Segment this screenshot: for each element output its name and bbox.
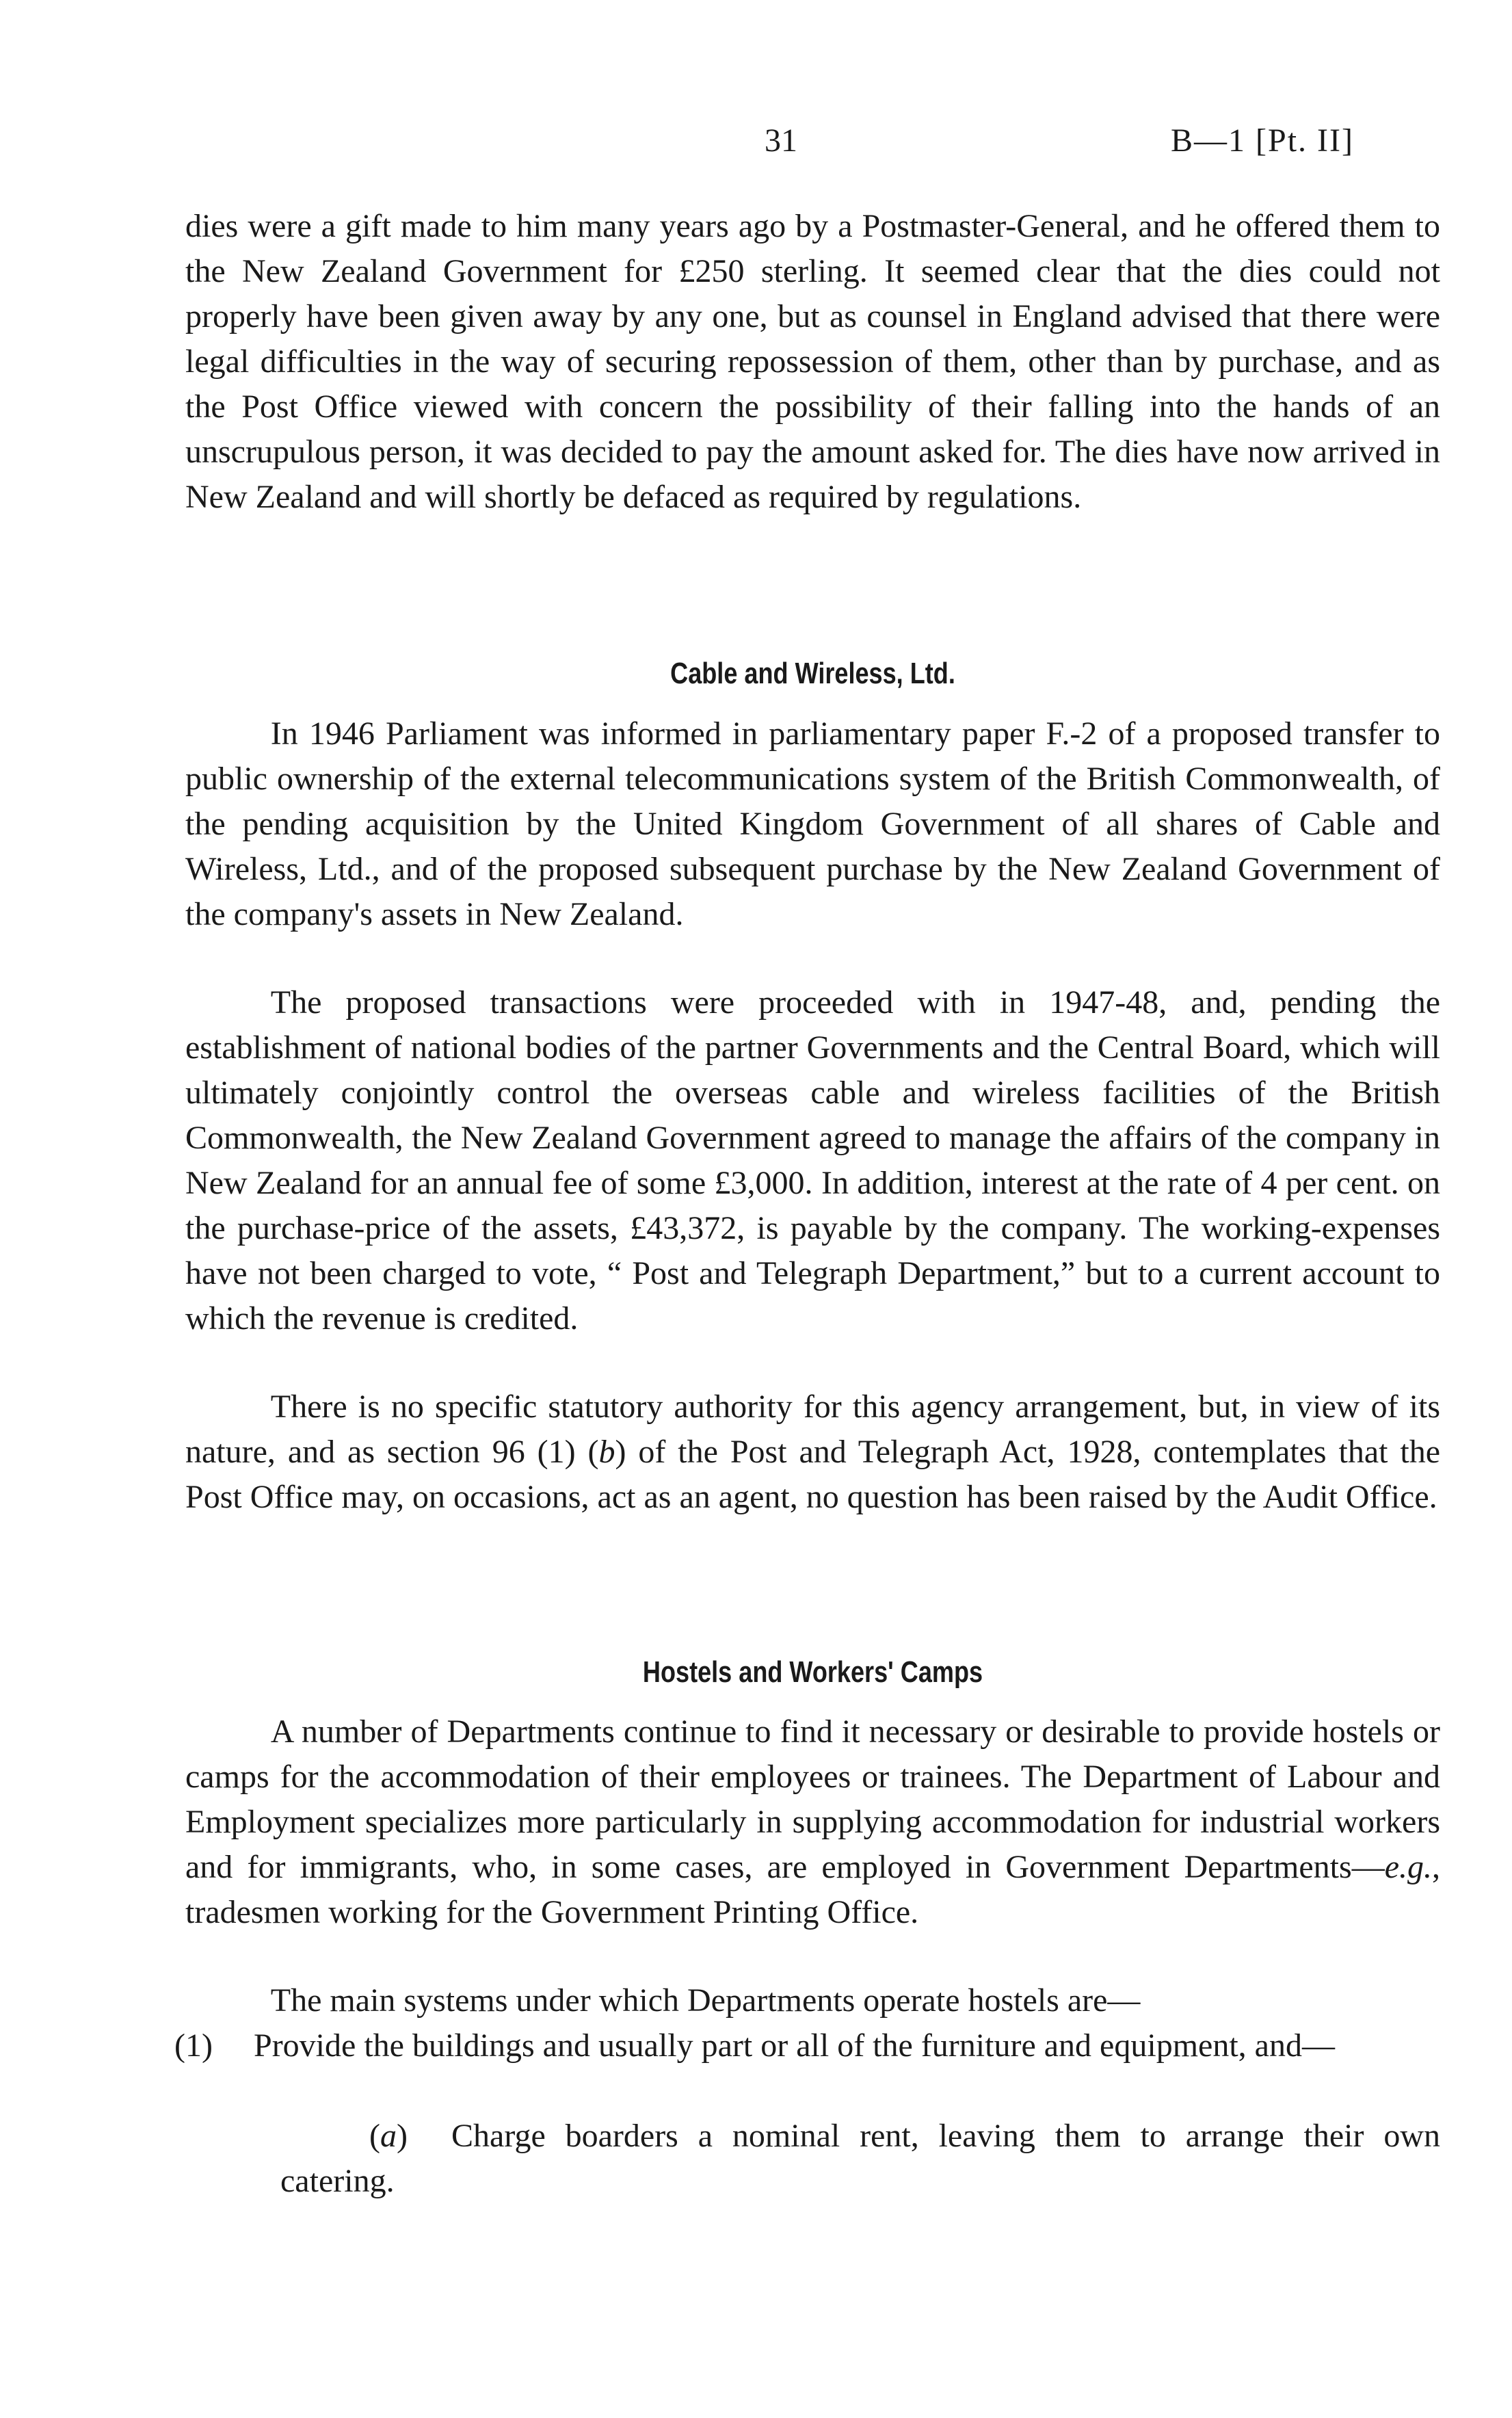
heading-hostels: Hostels and Workers' Camps <box>642 1655 983 1689</box>
marker-letter-a: a <box>380 2118 397 2154</box>
p5-text: A number of Departments continue to find it necessary or desirable to provide hostels or camps for the accommodation of their employees or trainees. The Department of Labour and Employment specializes more particularly in supplying accommodation for industrial workers and for immigrants, who, in some cases, are employed in Government Departments— <box>185 1713 1440 1885</box>
heading-cable-and-wireless: Cable and Wireless, Ltd. <box>670 657 955 690</box>
list-marker-a <box>369 2114 451 2159</box>
list-item-1 <box>174 2023 1440 2068</box>
p4-italic-b: b <box>598 1434 615 1470</box>
p4-text-start: There is no specific statutory authority for this agency arrangement, but, in view of its nature, and as section 96 (1) ( <box>185 1389 1440 1470</box>
page-number: 31 <box>765 122 797 159</box>
p5-italic-eg: e.g. <box>1384 1849 1432 1885</box>
paragraph-cable-transfer: In 1946 Parliament was informed in parliamentary paper F.-2 of a proposed transfer to public ownership of the external telecommunications system of the British Commonwealth, of the pending acquisition by the United Kingdom Government of all shares of Cable and Wireless, Ltd., and of the proposed subsequent purchase by the New Zealand Government of the company's assets in New Zealand. <box>185 715 1440 932</box>
p4-text-end: ) of the Post and Telegraph Act, 1928, contemplates that the Post Office may, on occasions, act as an agent, no question has been raised by the Audit Office. <box>185 1434 1440 1515</box>
paragraph-transactions: The proposed transactions were proceeded with in 1947-48, and, pending the establishment of national bodies of the partner Governments and the Central Board, which will ultimately conjointly control the overseas cable and wireless facilities of the British Commonwealth, the New Zealand Government agreed to manage the affairs of the company in New Zealand for an annual fee of some £3,000. In addition, interest at the rate of 4 per cent. on the purchase-price of the assets, £43,372, is payable by the company. The working-expenses have not been charged to vote, “ Post and Telegraph Department,” but to a current account to which the revenue is credited. <box>185 984 1440 1337</box>
paragraph-dies: dies were a gift made to him many years ago by a Postmaster-General, and he offered them to the New Zealand Government for £250 sterling. It seemed clear that the dies could not properly have been given away by any one, but as counsel in England advised that there were legal difficulties in the way of securing repossession of them, other than by purchase, and as the Post Office viewed with concern the possibility of their falling into the hands of an unscrupulous person, it was decided to pay the amount asked for. The dies have now arrived in New Zealand and will shortly be defaced as required by regulations. <box>185 208 1440 515</box>
list-marker-1: (1) <box>174 2027 213 2064</box>
paragraph-statutory-authority <box>185 1384 1440 1520</box>
page-header <box>0 122 1512 176</box>
document-reference: B—1 [Pt. II] <box>1171 122 1354 159</box>
list-text-a: Charge boarders a nominal rent, leaving them to arrange their own catering. <box>280 2118 1440 2199</box>
marker-close-paren: ) <box>396 2118 408 2154</box>
list-item-a <box>280 2114 1440 2204</box>
paragraph-main-systems: The main systems under which Departments operate hostels are— <box>270 1982 1141 2019</box>
p5-text-end: , tradesmen working for the Government Printing Office. <box>185 1849 1440 1930</box>
marker-open-paren: ( <box>369 2118 380 2154</box>
list-text-1: Provide the buildings and usually part or all of the furniture and equipment, and— <box>254 2027 1335 2064</box>
paragraph-hostels-departments <box>185 1709 1440 1935</box>
